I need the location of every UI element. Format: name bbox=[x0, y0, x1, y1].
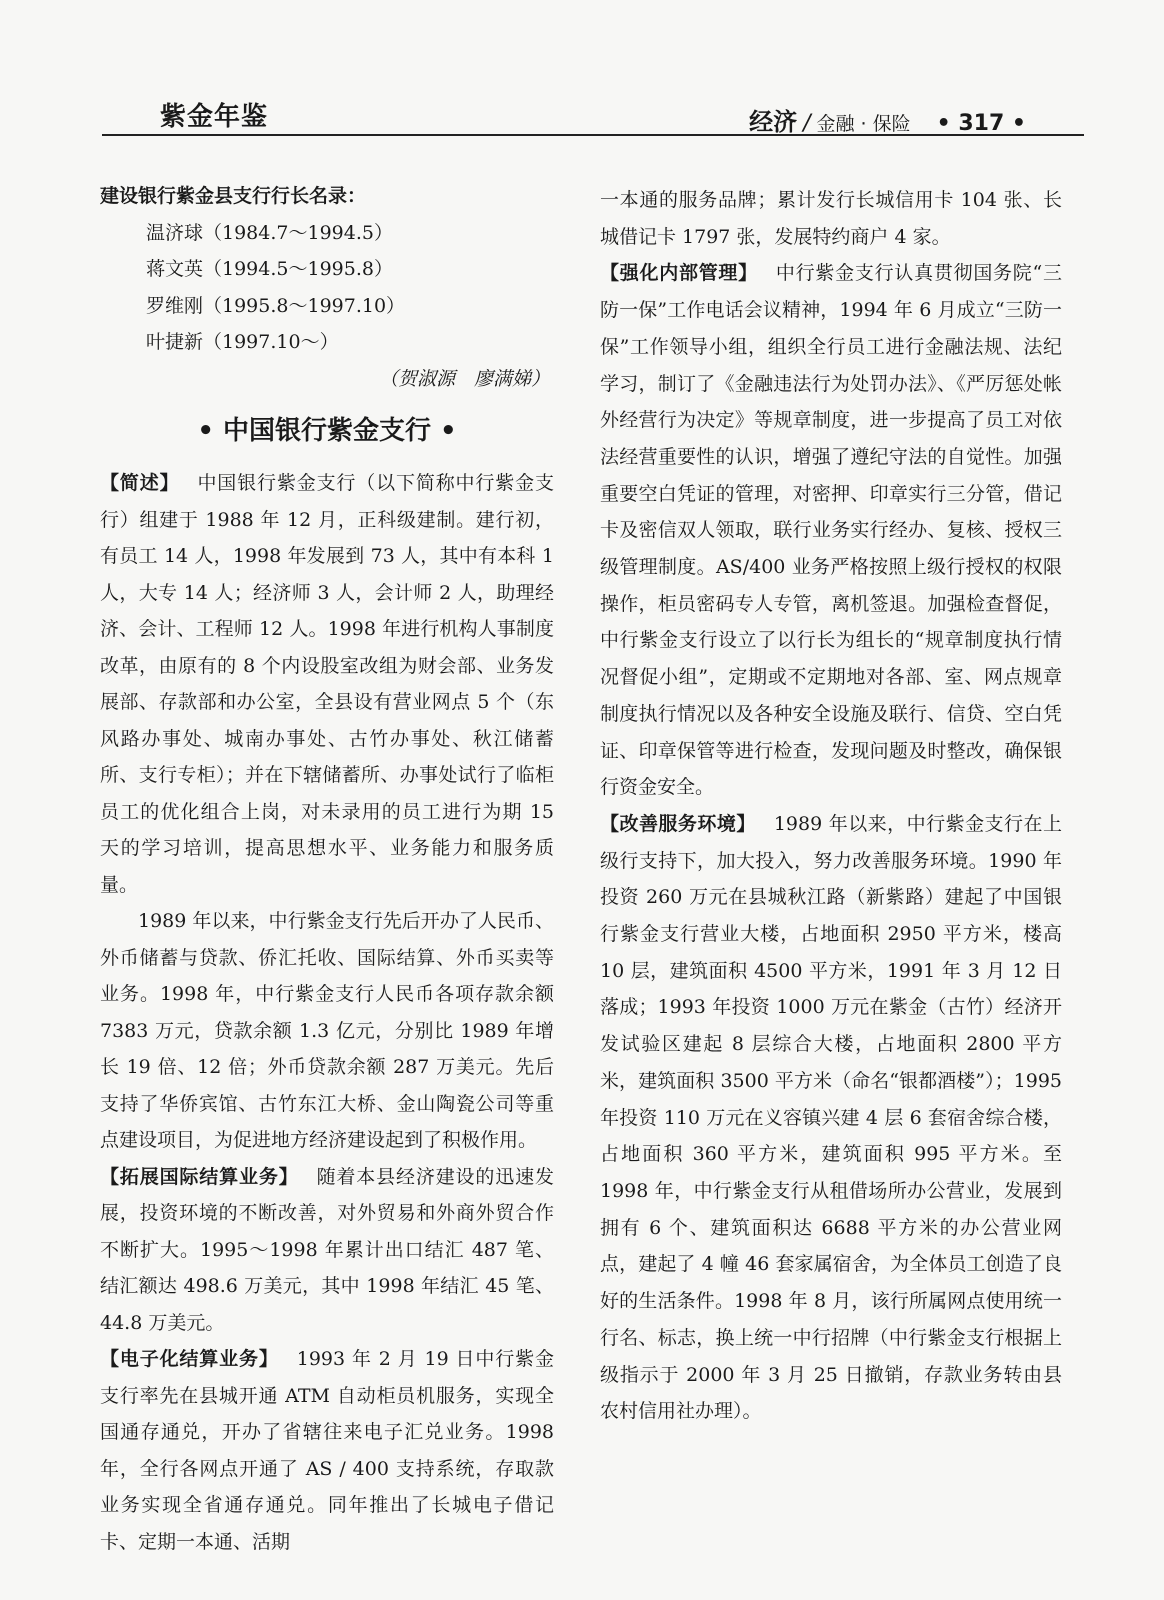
paragraph-internal-management bbox=[600, 255, 1062, 806]
paragraph-text: 1989 年以来，中行紫金支行在上级行支持下，加大投入，努力改善服务环境。1990 年投资 260 万元在县城秋江路（新紫路）建起了中国银行紫金支行营业大楼，占地面积 2950 平方米，楼高 10 层，建筑面积 4500 平方米，1991 年 3 月 12 日落成；1993 年投资 1000 万元在紫金（古竹）经济开发试验区建起 8 层综合大楼，占地面积 2800 平方米，建筑面积 3500 平方米（命名“银都酒楼”）；1995 年投资 110 万元在义容镇兴建 4 层 6 套宿舍综合楼，占地面积 360 平方米，建筑面积 995 平方米。至 1998 年，中行紫金支行从租借场所办公营业，发展到拥有 6 个、建筑面积达 6688 平方米的办公营业网点，建起了 4 幢 46 套家属宿舍，为全体员工创造了良好的生活条件。1998 年 8 月，该行所属网点使用统一行名、标志，换上统一中行招牌（中行紫金支行根据上级指示于 2000 年 3 月 25 日撤销，存款业务转由县农村信用社办理）。 bbox=[600, 812, 1062, 1423]
paragraph-heading: 【简述】 bbox=[100, 472, 180, 494]
paragraph-service-environment bbox=[600, 806, 1062, 1430]
paragraph-business: 1989 年以来，中行紫金支行先后开办了人民币、外币储蓄与贷款、侨汇托收、国际结算、外币买卖等业务。1998 年，中行紫金支行人民币各项存款余额 7383 万元，贷款余额 1.3 亿元，分别比 1989 年增长 19 倍、12 倍；外币贷款余额 287 万美元。先后支持了华侨宾馆、古竹东江大桥、金山陶瓷公司等重点建设项目，为促进地方经济建设起到了积极作用。 bbox=[100, 910, 554, 1151]
header-separator: / bbox=[803, 111, 811, 136]
paragraph-overview bbox=[100, 465, 554, 903]
list-item: 蒋文英（1994.5～1995.8） bbox=[146, 258, 393, 280]
list-item: 罗维刚（1995.8～1997.10） bbox=[146, 294, 406, 317]
list-item: 叶捷新（1997.10～） bbox=[146, 331, 339, 353]
running-header bbox=[749, 102, 1026, 137]
list-title: 建设银行紫金县支行行长名录： bbox=[100, 185, 367, 207]
byline: （贺淑源 廖满娣） bbox=[378, 367, 550, 390]
book-title: 紫金年鉴 bbox=[160, 102, 269, 132]
paragraph-text: 随着本县经济建设的迅速发展，投资环境的不断改善，对外贸易和外商外贸合作不断扩大。1995～1998 年累计出口结汇 487 笔、结汇额达 498.6 万美元，其中 1998 年结汇 45 笔、44.8 万美元。 bbox=[100, 1165, 554, 1334]
left-column bbox=[100, 178, 554, 1560]
paragraph-heading: 【强化内部管理】 bbox=[600, 262, 758, 285]
right-column bbox=[600, 182, 1062, 1430]
page-number: • 317 • bbox=[936, 111, 1026, 136]
paragraph-heading: 【改善服务环境】 bbox=[600, 812, 756, 835]
paragraph-intl-settlement bbox=[100, 1159, 554, 1342]
paragraph-heading: 【拓展国际结算业务】 bbox=[100, 1165, 299, 1188]
paragraph-text: 1993 年 2 月 19 日中行紫金支行率先在县城开通 ATM 自动柜员机服务，实现全国通存通兑，开办了省辖往来电子汇兑业务。1998 年，全行各网点开通了 AS / 400 支持系统，存取款业务实现全省通存通兑。同年推出了长城电子借记卡、定期一本通、活期 bbox=[100, 1348, 554, 1553]
paragraph-text: 中行紫金支行认真贯彻国务院“三防一保”工作电话会议精神，1994 年 6 月成立“三防一保”工作领导小组，组织全行员工进行金融法规、法纪学习，制订了《金融违法行为处罚办法》、《严厉惩处帐外经营行为决定》等规章制度，进一步提高了员工对依法经营重要性的认识，增强了遵纪守法的自觉性。加强重要空白凭证的管理，对密押、印章实行三分管，借记卡及密信双人领取，联行业务实行经办、复核、授权三级管理制度。AS/400 业务严格按照上级行授权的权限操作，柜员密码专人专管，离机签退。加强检查督促，中行紫金支行设立了以行长为组长的“规章制度执行情况督促小组”，定期或不定期地对各部、室、网点规章制度执行情况以及各种安全设施及联行、信贷、空白凭证、印章保管等进行检查，发现问题及时整改，确保银行资金安全。 bbox=[600, 262, 1062, 799]
paragraph-e-settlement bbox=[100, 1341, 554, 1560]
subsection-name: 金融 · 保险 bbox=[816, 113, 911, 135]
paragraph-text: 中国银行紫金支行（以下简称中行紫金支行）组建于 1988 年 12 月，正科级建制。建行初，有员工 14 人，1998 年发展到 73 人，其中有本科 1 人，大专 14 人；经济师 3 人，会计师 2 人，助理经济、会计、工程师 12 人。1998 年进行机构人事制度改革，由原有的 8 个内设股室改组为财会部、业务发展部、存款部和办公室，全县设有营业网点 5 个（东风路办事处、城南办事处、古竹办事处、秋江储蓄所、支行专柜）；并在下辖储蓄所、办事处试行了临柜员工的优化组合上岗，对未录用的员工进行为期 15 天的学习培训，提高思想水平、业务能力和服务质量。 bbox=[100, 472, 554, 896]
list-item: 温济球（1984.7～1994.5） bbox=[146, 221, 393, 244]
paragraph-heading: 【电子化结算业务】 bbox=[100, 1348, 279, 1370]
section-name: 经济 bbox=[749, 108, 798, 136]
header-rule bbox=[102, 134, 1084, 136]
paragraph-continued: 一本通的服务品牌；累计发行长城信用卡 104 张、长城借记卡 1797 张，发展特约商户 4 家。 bbox=[600, 189, 1062, 248]
section-title: • 中国银行紫金支行 • bbox=[197, 416, 457, 446]
